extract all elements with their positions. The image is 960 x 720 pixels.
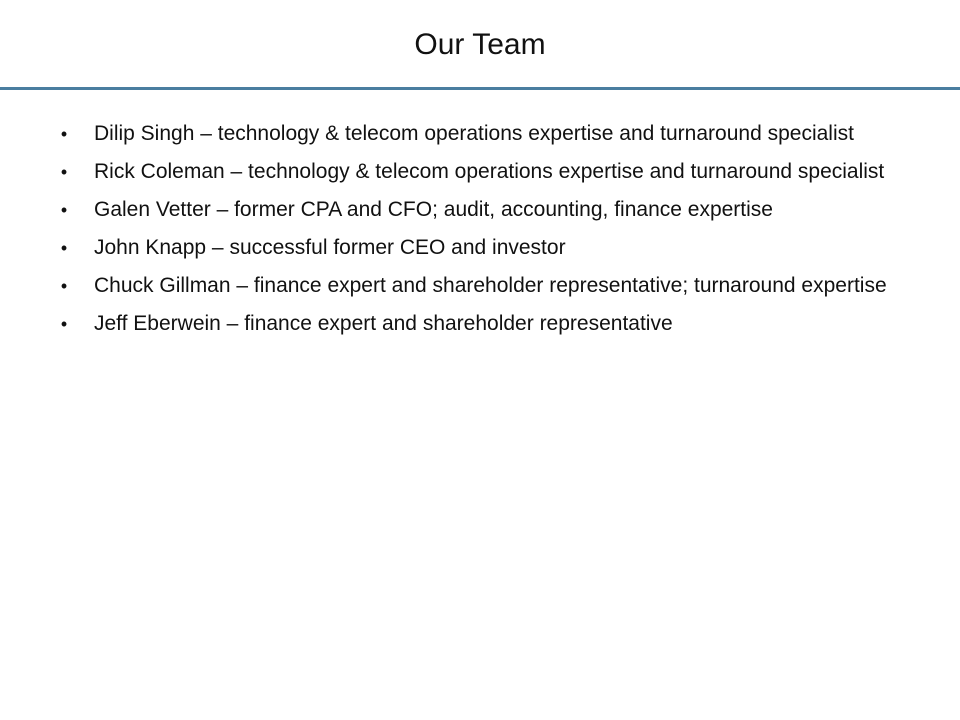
team-member-item: [58, 118, 888, 150]
title-divider: [0, 87, 960, 90]
team-member-text: Chuck Gillman – finance expert and shareholder representative; turnaround expertise: [94, 274, 887, 297]
team-list: [58, 118, 888, 346]
team-member-item: [58, 270, 888, 302]
bullet-icon: •: [60, 238, 68, 258]
team-member-item: [58, 308, 888, 340]
team-member-text: Rick Coleman – technology & telecom operations expertise and turnaround specialist: [94, 160, 885, 183]
bullet-icon: •: [60, 200, 68, 220]
team-member-text: Jeff Eberwein – finance expert and shareholder representative: [94, 312, 673, 335]
team-member-text: Galen Vetter – former CPA and CFO; audit, accounting, finance expertise: [94, 198, 773, 221]
team-member-text: Dilip Singh – technology & telecom operations expertise and turnaround specialist: [94, 122, 854, 145]
slide-title: Our Team: [414, 28, 546, 61]
team-member-item: [58, 156, 888, 188]
team-member-item: [58, 194, 888, 226]
team-member-item: [58, 232, 888, 264]
bullet-icon: •: [60, 162, 68, 182]
team-member-text: John Knapp – successful former CEO and investor: [94, 236, 566, 259]
bullet-icon: •: [60, 314, 68, 334]
bullet-icon: •: [60, 276, 68, 296]
bullet-icon: •: [60, 124, 68, 144]
